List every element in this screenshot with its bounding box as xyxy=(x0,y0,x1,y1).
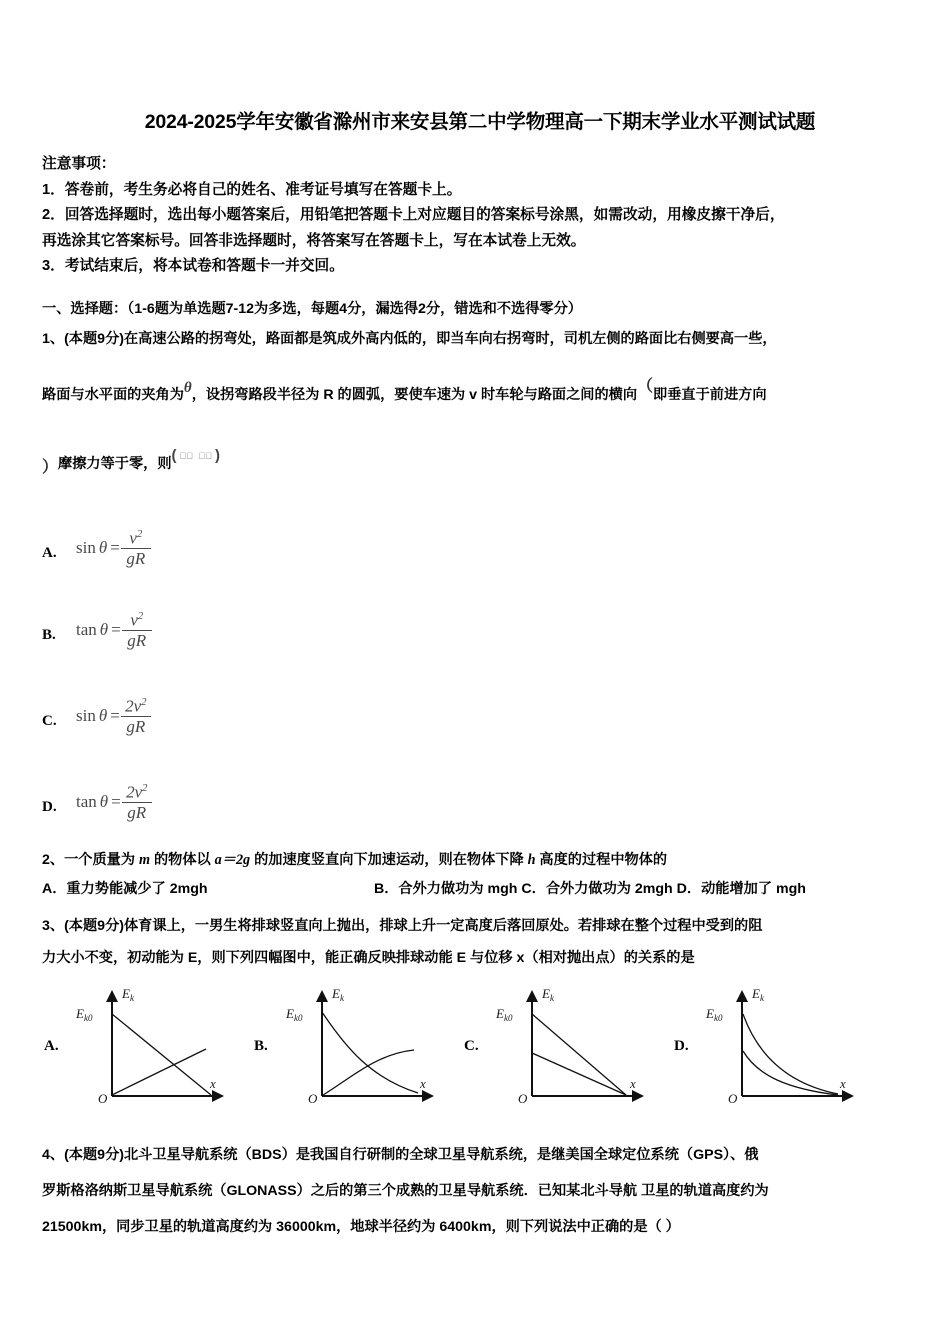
graph-c-plot xyxy=(486,978,666,1108)
q2-text-b: 的物体以 xyxy=(150,852,215,868)
q1-open-paren: （ xyxy=(637,378,654,395)
page-title: 2024-2025学年安徽省滁州市来安县第二中学物理高一下期末学业水平测试试题 xyxy=(144,111,816,133)
question-2-line-1 xyxy=(42,848,922,872)
graph-b-origin-label: O xyxy=(308,1091,318,1106)
graph-d-label: D. xyxy=(674,1038,689,1054)
graph-a-plot xyxy=(66,978,246,1108)
q1-number: 1、 xyxy=(42,331,65,347)
q1-l2-part-b: ，设拐弯路段半径为 R 的圆弧，要使车速为 v 时车轮与路面之间的横向 xyxy=(191,387,638,403)
question-3-line-1 xyxy=(42,914,922,938)
question-1-option-a[interactable] xyxy=(42,508,442,570)
question-4-line-1 xyxy=(42,1143,922,1167)
notice-item-2-cont: 再选涂其它答案标号。回答非选择题时，将答案写在答题卡上，写在本试卷上无效。 xyxy=(42,232,586,249)
option-a-formula xyxy=(76,529,151,568)
option-a-num-exponent: 2 xyxy=(136,528,143,540)
option-a-equals: = xyxy=(110,538,120,558)
option-b-numerator: v xyxy=(130,610,138,630)
graph-d-y-axis-label: $E_k$ xyxy=(752,986,764,1003)
q3-number: 3、 xyxy=(42,918,65,934)
option-a-func: sin xyxy=(76,538,96,558)
graph-b-label: B. xyxy=(254,1038,268,1054)
question-1-option-c[interactable] xyxy=(42,676,442,738)
option-c-theta: θ xyxy=(98,706,108,726)
question-1-option-b[interactable] xyxy=(42,590,442,652)
option-d-equals: = xyxy=(111,792,121,812)
option-c-denominator: gR xyxy=(126,717,146,737)
graph-b-y-axis-label: $E_k$ xyxy=(332,986,344,1003)
q1-theta-symbol: θ xyxy=(183,380,192,396)
question-3-graph-a[interactable] xyxy=(42,978,254,1108)
option-b-formula xyxy=(76,611,152,650)
option-c-fraction xyxy=(121,697,151,736)
notice-block xyxy=(42,152,918,280)
option-d-label: D. xyxy=(42,799,57,815)
option-b-denominator: gR xyxy=(127,631,147,651)
graph-c-origin-label: O xyxy=(518,1091,528,1106)
option-a-theta: θ xyxy=(98,538,108,558)
question-1-line-2 xyxy=(42,378,922,407)
q2-text-d: 高度的过程中物体的 xyxy=(535,852,668,868)
q4-number: 4、 xyxy=(42,1147,65,1163)
question-1-line-3 xyxy=(42,447,442,477)
q2-text-a: 2、一个质量为 xyxy=(42,852,139,868)
q2-var-h: h xyxy=(527,852,536,868)
q1-answer-blank[interactable]: (⋅⃒ ⃒⃒) xyxy=(171,447,224,464)
question-3-graph-c[interactable] xyxy=(462,978,674,1108)
q2-accel-expr: a＝2g xyxy=(214,852,251,868)
q4-text: 北斗卫星导航系统（BDS）是我国自行研制的全球卫星导航系统，是继美国全球定位系统（GPS）、俄 xyxy=(123,1147,759,1163)
option-c-numerator: 2v xyxy=(125,696,142,716)
option-b-theta: θ xyxy=(99,620,109,640)
graph-b-y-origin-label: $E_{k0}$ xyxy=(286,1006,303,1023)
option-b-equals: = xyxy=(111,620,121,640)
option-d-fraction xyxy=(122,783,152,822)
graph-a-label: A. xyxy=(44,1038,59,1054)
option-d-denominator: gR xyxy=(127,803,147,823)
graph-d-origin-label: O xyxy=(728,1091,738,1106)
option-c-label: C. xyxy=(42,713,57,729)
graph-c-y-origin-label: $E_{k0}$ xyxy=(496,1006,513,1023)
graph-a-y-axis-label: $E_k$ xyxy=(122,986,134,1003)
q1-l2-part-c: 即垂直于前进方向 xyxy=(653,387,767,403)
question-3-graph-b[interactable] xyxy=(252,978,464,1108)
option-d-func: tan xyxy=(76,792,97,812)
q1-close-paren: ） xyxy=(42,459,59,476)
option-d-theta: θ xyxy=(99,792,109,812)
q1-text: 在高速公路的拐弯处，路面都是筑成外高内低的，即当车向右拐弯时，司机左侧的路面比右侧要高一些， xyxy=(123,331,777,347)
graph-c-y-axis-label: $E_k$ xyxy=(542,986,554,1003)
graph-b-x-axis-label: x xyxy=(420,1076,426,1091)
option-b-fraction xyxy=(122,611,152,650)
q2-var-m: m xyxy=(138,852,151,868)
question-1-line-1 xyxy=(42,327,922,351)
graph-a-origin-label: O xyxy=(98,1091,108,1106)
question-1-option-d[interactable] xyxy=(42,762,442,824)
option-d-formula xyxy=(76,783,152,822)
question-3-graph-strip xyxy=(42,978,922,1108)
q1-l2-part-a: 路面与水平面的夹角为 xyxy=(42,387,184,403)
q4-line3-rest: 同步卫星的轨道高度约为 36000km，地球半径约为 6400km，则下列说法中正确的是（ ） xyxy=(116,1219,680,1235)
notice-heading: 注意事项： xyxy=(42,156,116,172)
option-a-denominator: gR xyxy=(126,549,146,569)
option-a-label: A. xyxy=(42,545,57,561)
graph-b-plot xyxy=(276,978,456,1108)
graph-a-x-axis-label: x xyxy=(210,1076,216,1091)
question-3-graph-d[interactable] xyxy=(672,978,884,1108)
graph-c-x-axis-label: x xyxy=(630,1076,636,1091)
option-b-label: B. xyxy=(42,627,56,643)
option-d-numerator: 2v xyxy=(126,782,143,802)
option-b-num-exponent: 2 xyxy=(137,610,144,622)
option-b-func: tan xyxy=(76,620,97,640)
notice-item-3: 3．考试结束后，将本试卷和答题卡一并交回。 xyxy=(42,258,344,274)
q3-score-note: (本题9分) xyxy=(64,918,124,934)
section-heading-choice: 一、选择题：（1-6题为单选题7-12为多选，每题4分，漏选得2分，错选和不选得零分） xyxy=(42,301,582,317)
graph-c-label: C. xyxy=(464,1038,479,1054)
q2-text-c: 的加速度竖直向下加速运动，则在物体下降 xyxy=(250,852,528,868)
notice-item-2: 2．回答选择题时，选出每小题答案后，用铅笔把答题卡上对应题目的答案标号涂黑，如需改动，用橡皮擦干净后， xyxy=(42,207,785,223)
option-a-fraction xyxy=(121,529,151,568)
q4-score-note: (本题9分) xyxy=(64,1147,124,1163)
q3-text: 体育课上，一男生将排球竖直向上抛出，排球上升一定高度后落回原处。若排球在整个过程中受到的阻 xyxy=(123,918,763,934)
option-c-equals: = xyxy=(110,706,120,726)
question-4-line-2: 罗斯格洛纳斯卫星导航系统（GLONASS）之后的第三个成熟的卫星导航系统．已知某北斗导航 卫星的轨道高度约为 xyxy=(42,1183,769,1199)
option-d-num-exponent: 2 xyxy=(142,782,148,794)
graph-d-x-axis-label: x xyxy=(840,1076,846,1091)
q1-l3-text: 摩擦力等于零，则 xyxy=(58,456,172,472)
option-c-func: sin xyxy=(76,706,96,726)
option-c-num-exponent: 2 xyxy=(141,696,147,708)
graph-d-y-origin-label: $E_{k0}$ xyxy=(706,1006,723,1023)
question-2-option-a[interactable]: A．重力势能减少了 2mgh xyxy=(42,881,208,897)
notice-item-1: 1．答卷前，考生务必将自己的姓名、准考证号填写在答题卡上。 xyxy=(42,181,462,198)
question-4-line-3 xyxy=(42,1215,922,1239)
q1-score-note: (本题9分) xyxy=(64,331,124,347)
question-2-options-bcd[interactable]: B．合外力做功为 mgh C．合外力做功为 2mgh D．动能增加了 mgh xyxy=(374,881,806,897)
graph-a-y-origin-label: $E_{k0}$ xyxy=(76,1006,93,1023)
question-3-line-2: 力大小不变，初动能为 E，则下列四幅图中，能正确反映排球动能 E 与位移 x（相对抛出点）的关系的是 xyxy=(42,950,695,966)
graph-d-plot xyxy=(696,978,876,1108)
option-a-numerator: v xyxy=(129,528,137,548)
option-c-formula xyxy=(76,697,151,736)
q4-orbit-height: 21500km， xyxy=(42,1219,117,1235)
